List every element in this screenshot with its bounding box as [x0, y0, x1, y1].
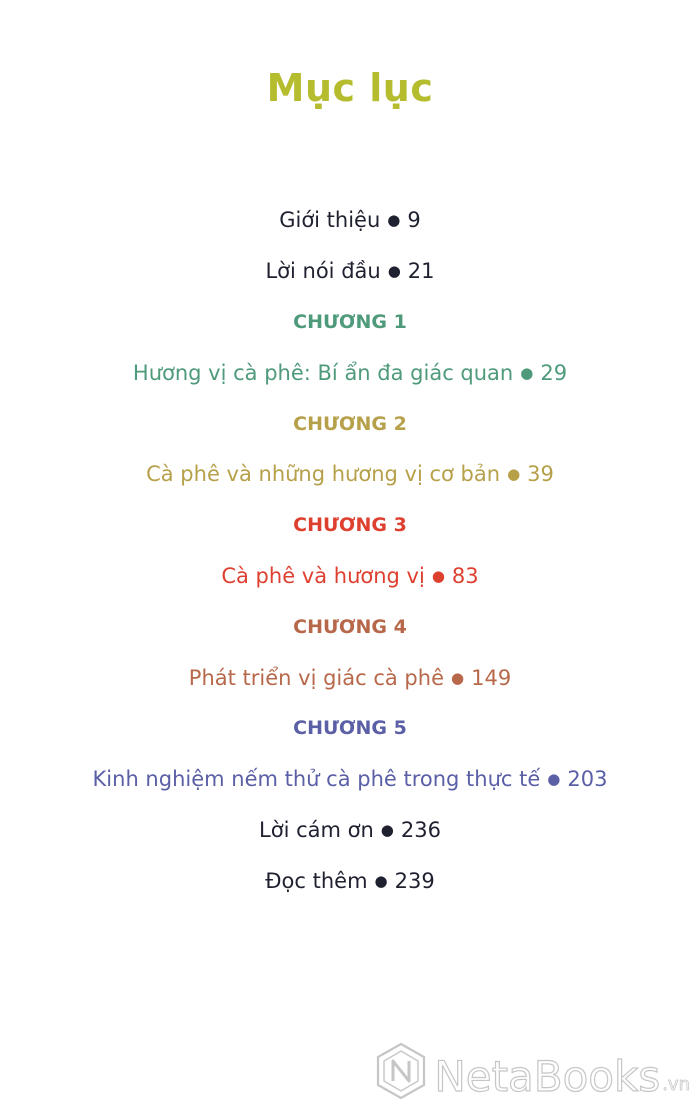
chapter-heading: [0, 601, 700, 652]
chapter-label: CHƯƠNG 4: [293, 615, 407, 638]
toc-entry: [0, 551, 700, 602]
chapter-label: CHƯƠNG 2: [293, 412, 407, 435]
entry-title: Cà phê và hương vị: [221, 563, 425, 588]
page-number: 236: [400, 817, 441, 842]
bullet-separator: ●: [380, 820, 394, 839]
page-number: 29: [540, 360, 568, 385]
n-hexagon-logo-icon: [374, 1041, 428, 1101]
toc-entry: [0, 195, 700, 246]
page-number: 9: [407, 208, 421, 233]
page-number: 83: [451, 563, 479, 588]
bullet-separator: ●: [451, 668, 465, 687]
bullet-separator: ●: [507, 465, 521, 484]
entry-title: Đọc thêm: [265, 868, 368, 893]
chapter-label: CHƯƠNG 5: [293, 717, 407, 740]
entry-title: Phát triển vị giác cà phê: [188, 665, 444, 690]
page-number: 149: [471, 665, 512, 690]
bullet-separator: ●: [431, 566, 445, 585]
toc-entry: [0, 652, 700, 703]
toc-entry: [0, 449, 700, 500]
watermark-suffix: .vn: [662, 1074, 690, 1095]
page-number: 39: [527, 462, 554, 487]
bullet-separator: ●: [547, 770, 561, 789]
entry-title: Hương vị cà phê: Bí ẩn đa giác quan: [132, 360, 514, 385]
chapter-label: CHƯƠNG 3: [293, 514, 407, 537]
entry-title: Giới thiệu: [279, 208, 381, 233]
toc-entry: [0, 754, 700, 805]
toc-entry: [0, 805, 700, 856]
page-number: 239: [394, 868, 435, 893]
toc-entry: [0, 347, 700, 398]
entry-title: Cà phê và những hương vị cơ bản: [146, 462, 501, 487]
entry-title: Lời nói đầu: [265, 259, 381, 284]
toc-entry: [0, 855, 700, 906]
bullet-separator: ●: [520, 363, 534, 382]
chapter-heading: [0, 703, 700, 754]
toc-entry: [0, 246, 700, 297]
page-number: 203: [567, 767, 608, 792]
entry-title: Lời cám ơn: [259, 817, 374, 842]
chapter-heading: [0, 500, 700, 551]
page-title: Mục lục: [266, 66, 434, 111]
page-number: 21: [407, 259, 435, 284]
watermark: [374, 1041, 690, 1101]
bullet-separator: ●: [387, 262, 401, 281]
bullet-separator: ●: [374, 871, 388, 890]
watermark-brand: NetaBooks: [434, 1052, 661, 1101]
bullet-separator: ●: [387, 211, 401, 230]
chapter-heading: [0, 297, 700, 348]
chapter-heading: [0, 398, 700, 449]
chapter-label: CHƯƠNG 1: [293, 310, 407, 333]
entry-title: Kinh nghiệm nếm thử cà phê trong thực tế: [92, 767, 541, 792]
table-of-contents: [0, 195, 700, 906]
